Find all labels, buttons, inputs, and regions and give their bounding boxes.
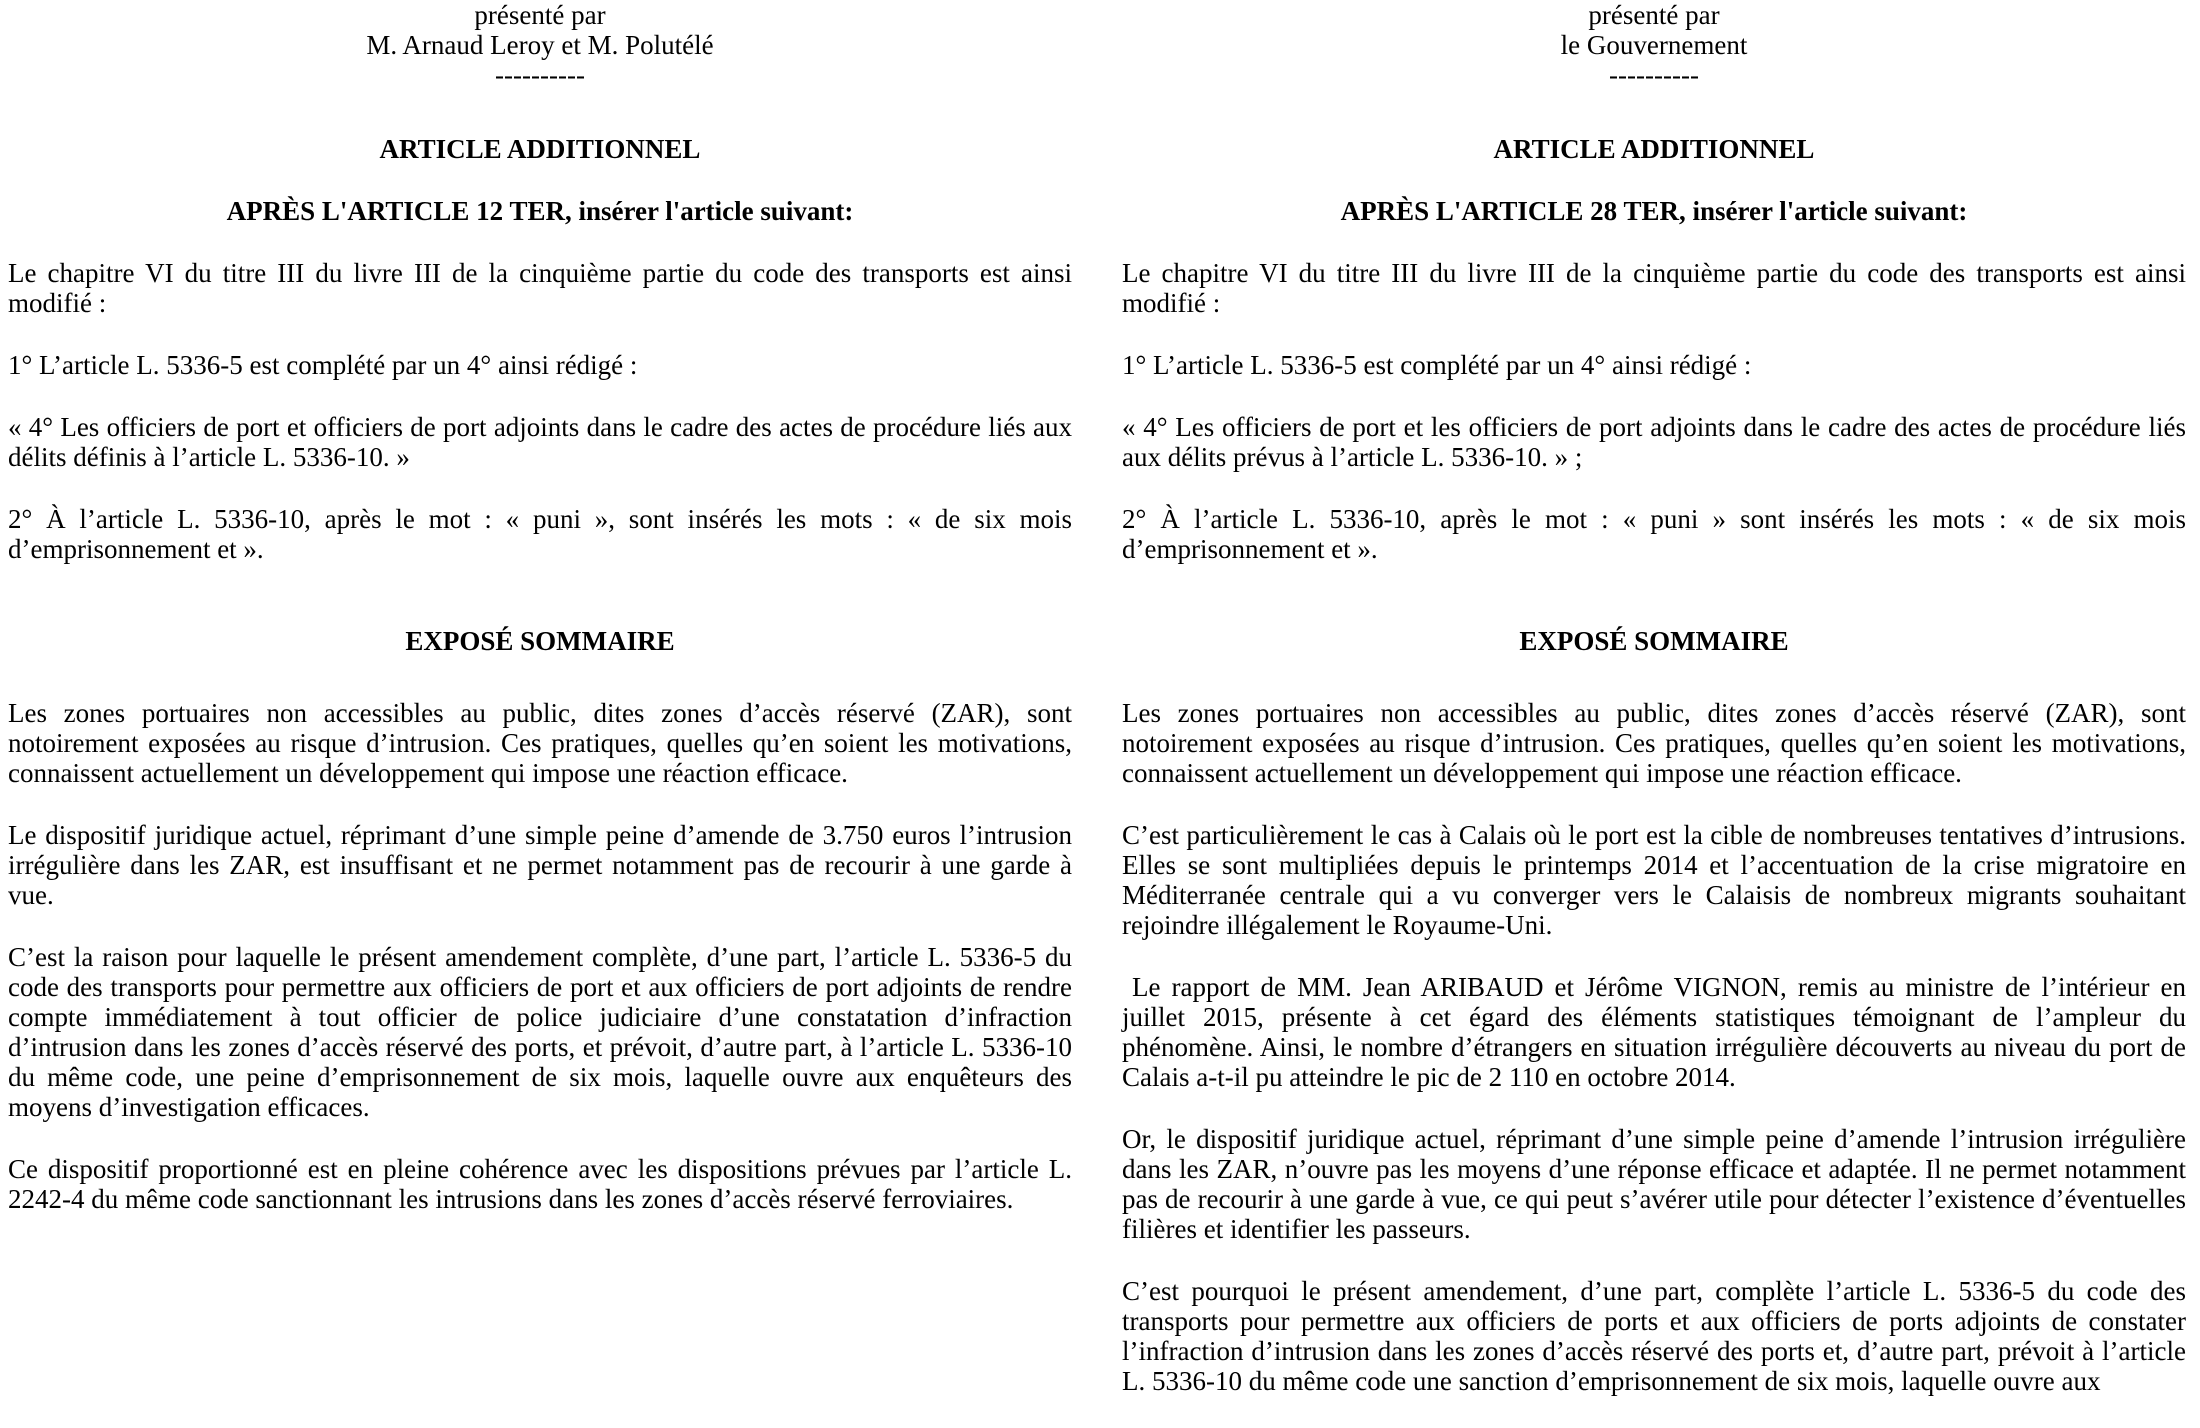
expose-paragraph: Le rapport de MM. Jean ARIBAUD et Jérôme VIGNON, remis au ministre de l’intérieur en juillet 2015, présente à cet égard des éléments statistiques témoignant de l’ampleur du phénomène. Ainsi, le nombre d’étrangers en situation irrégulière découverts au niveau du port de Calais a-t-il pu atteindre le pic de 2 110 en octobre 2014. bbox=[1122, 972, 2186, 1092]
presented-by-label: présenté par bbox=[474, 0, 606, 30]
amendment-paragraph: Le chapitre VI du titre III du livre III de la cinquième partie du code des transports est ainsi modifié : bbox=[8, 258, 1072, 318]
expose-sommaire-heading: EXPOSÉ SOMMAIRE bbox=[405, 626, 675, 656]
amendment-paragraph: 2° À l’article L. 5336-10, après le mot : « puni », sont insérés les mots : « de six mois d’emprisonnement et ». bbox=[8, 504, 1072, 564]
amendment-page-right bbox=[1122, 0, 2186, 1428]
amendment-paragraph: 2° À l’article L. 5336-10, après le mot : « puni » sont insérés les mots : « de six mois d’emprisonnement et ». bbox=[1122, 504, 2186, 564]
expose-paragraph: Le dispositif juridique actuel, réprimant d’une simple peine d’amende de 3.750 euros l’intrusion irrégulière dans les ZAR, est insuffisant et ne permet notamment pas de recourir à une garde à vue. bbox=[8, 820, 1072, 910]
separator-dashes: ---------- bbox=[495, 60, 585, 90]
amendment-paragraph: 1° L’article L. 5336-5 est complété par un 4° ainsi rédigé : bbox=[1122, 350, 1752, 380]
expose-paragraph: C’est la raison pour laquelle le présent amendement complète, d’une part, l’article L. 5336-5 du code des transports pour permettre aux officiers de port et aux officiers de port adjoints de rendre compte immédiatement à tout officier de police judiciaire d’une constatation d’infraction d’intrusion dans les zones d’accès réservé des ports, et prévoit, d’autre part, à l’article L. 5336-10 du même code, une peine d’emprisonnement de six mois, laquelle ouvre aux enquêteurs des moyens d’investigation efficaces. bbox=[8, 942, 1072, 1122]
amendment-paragraph: 1° L’article L. 5336-5 est complété par un 4° ainsi rédigé : bbox=[8, 350, 638, 380]
article-additionnel-heading: ARTICLE ADDITIONNEL bbox=[379, 134, 701, 164]
expose-paragraph: Les zones portuaires non accessibles au public, dites zones d’accès réservé (ZAR), sont notoirement exposées au risque d’intrusion. Ces pratiques, quelles qu’en soient les motivations, connaissent actuellement un développement qui impose une réaction efficace. bbox=[1122, 698, 2186, 788]
amendment-paragraph: « 4° Les officiers de port et les officiers de port adjoints dans le cadre des actes de procédure liés aux délits prévus à l’article L. 5336-10. » ; bbox=[1122, 412, 2186, 472]
amendment-page-left bbox=[8, 0, 1072, 1246]
separator-dashes: ---------- bbox=[1609, 60, 1699, 90]
presented-by-authors: le Gouvernement bbox=[1560, 30, 1748, 60]
amendment-paragraph: Le chapitre VI du titre III du livre III de la cinquième partie du code des transports est ainsi modifié : bbox=[1122, 258, 2186, 318]
expose-paragraph: Or, le dispositif juridique actuel, réprimant d’une simple peine d’amende l’intrusion irrégulière dans les ZAR, n’ouvre pas les moyens d’une réponse efficace et adaptée. Il ne permet notamment pas de recourir à une garde à vue, ce qui peut s’avérer utile pour détecter l’existence d’éventuelles filières et identifier les passeurs. bbox=[1122, 1124, 2186, 1244]
article-additionnel-heading: ARTICLE ADDITIONNEL bbox=[1493, 134, 1815, 164]
presented-by-label: présenté par bbox=[1588, 0, 1720, 30]
expose-paragraph: Ce dispositif proportionné est en pleine cohérence avec les dispositions prévues par l’article L. 2242-4 du même code sanctionnant les intrusions dans les zones d’accès réservé ferroviaires. bbox=[8, 1154, 1072, 1214]
presented-by-authors: M. Arnaud Leroy et M. Polutélé bbox=[366, 30, 714, 60]
expose-paragraph: Les zones portuaires non accessibles au public, dites zones d’accès réservé (ZAR), sont notoirement exposées au risque d’intrusion. Ces pratiques, quelles qu’en soient les motivations, connaissent actuellement un développement qui impose une réaction efficace. bbox=[8, 698, 1072, 788]
article-insert-instruction: APRÈS L'ARTICLE 12 TER, insérer l'article suivant: bbox=[226, 196, 854, 226]
expose-paragraph: C’est particulièrement le cas à Calais où le port est la cible de nombreuses tentatives d’intrusions. Elles se sont multipliées depuis le printemps 2014 et l’accentuation de la crise migratoire en Méditerranée centrale qui a vu converger vers le Calaisis de nombreux migrants souhaitant rejoindre illégalement le Royaume-Uni. bbox=[1122, 820, 2186, 940]
amendment-paragraph: « 4° Les officiers de port et officiers de port adjoints dans le cadre des actes de procédure liés aux délits définis à l’article L. 5336-10. » bbox=[8, 412, 1072, 472]
expose-sommaire-heading: EXPOSÉ SOMMAIRE bbox=[1519, 626, 1789, 656]
expose-paragraph: C’est pourquoi le présent amendement, d’une part, complète l’article L. 5336-5 du code des transports pour permettre aux officiers de ports et aux officiers de ports adjoints de constater l’infraction d’intrusion dans les zones d’accès réservé des ports et, d’autre part, prévoit à l’article L. 5336-10 du même code une sanction d’emprisonnement de six mois, laquelle ouvre aux bbox=[1122, 1276, 2186, 1396]
article-insert-instruction: APRÈS L'ARTICLE 28 TER, insérer l'article suivant: bbox=[1340, 196, 1968, 226]
